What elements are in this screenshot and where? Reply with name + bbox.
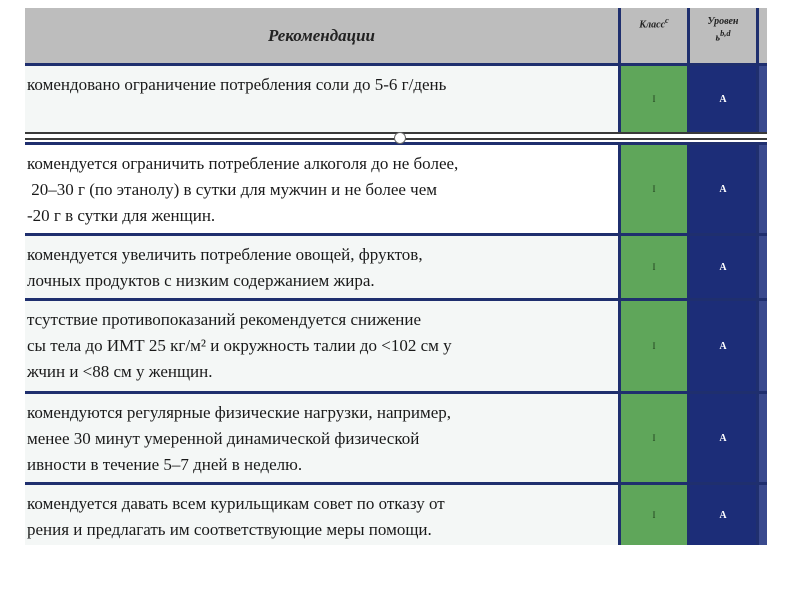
- level-cell: A: [690, 301, 756, 391]
- level-cell: A: [690, 145, 756, 233]
- class-cell: I: [621, 236, 687, 298]
- table-row: [25, 301, 767, 391]
- split-handle-icon[interactable]: [394, 132, 406, 144]
- class-cell: I: [621, 485, 687, 545]
- level-cell: A: [690, 66, 756, 132]
- class-cell: I: [621, 66, 687, 132]
- recommendations-table: [25, 8, 767, 545]
- class-cell: I: [621, 394, 687, 482]
- edge-cell: [759, 394, 767, 482]
- header-level-line1: Уровен: [707, 16, 739, 27]
- class-cell: I: [621, 301, 687, 391]
- header-class: [621, 8, 687, 63]
- edge-cell: [759, 236, 767, 298]
- level-cell: A: [690, 485, 756, 545]
- edge-cell: [759, 145, 767, 233]
- header-class-sup: c: [665, 16, 669, 25]
- table-row: [25, 236, 767, 298]
- class-cell: I: [621, 145, 687, 233]
- recommendation-text: комендуются регулярные физические нагрузки, например, менее 30 минут умеренной динамической физической ивности в течение 5–7 дней в неделю.: [25, 394, 618, 482]
- header-edge-column: [759, 8, 767, 63]
- table-row: [25, 145, 767, 233]
- edge-cell: [759, 485, 767, 545]
- header-level: [690, 8, 756, 63]
- edge-cell: [759, 66, 767, 132]
- recommendation-text: комендуется увеличить потребление овощей, фруктов, лочных продуктов с низким содержанием жира.: [25, 236, 618, 298]
- table-header: [25, 8, 767, 63]
- level-cell: A: [690, 236, 756, 298]
- table-row: [25, 394, 767, 482]
- table-row: [25, 485, 767, 545]
- recommendation-text: комендовано ограничение потребления соли до 5-6 г/день: [25, 66, 618, 132]
- table-row: [25, 66, 767, 132]
- header-class-label: Класс: [639, 19, 666, 31]
- edge-cell: [759, 301, 767, 391]
- recommendation-text: комендуется давать всем курильщикам совет по отказу от рения и предлагать им соответствующие меры помощи.: [25, 485, 618, 545]
- header-level-sup: b,d: [720, 29, 731, 38]
- header-level-line2: ь: [715, 32, 721, 44]
- recommendation-text: комендуется ограничить потребление алкоголя до не более, 20–30 г (по этанолу) в сутки для мужчин и не более чем -20 г в сутки для женщин.: [25, 145, 618, 233]
- recommendation-text: тсутствие противопоказаний рекомендуется снижение сы тела до ИМТ 25 кг/м² и окружность талии до <102 см у жчин и <88 см у женщин.: [25, 301, 618, 391]
- level-cell: A: [690, 394, 756, 482]
- header-recommendations: Рекомендации: [25, 8, 618, 63]
